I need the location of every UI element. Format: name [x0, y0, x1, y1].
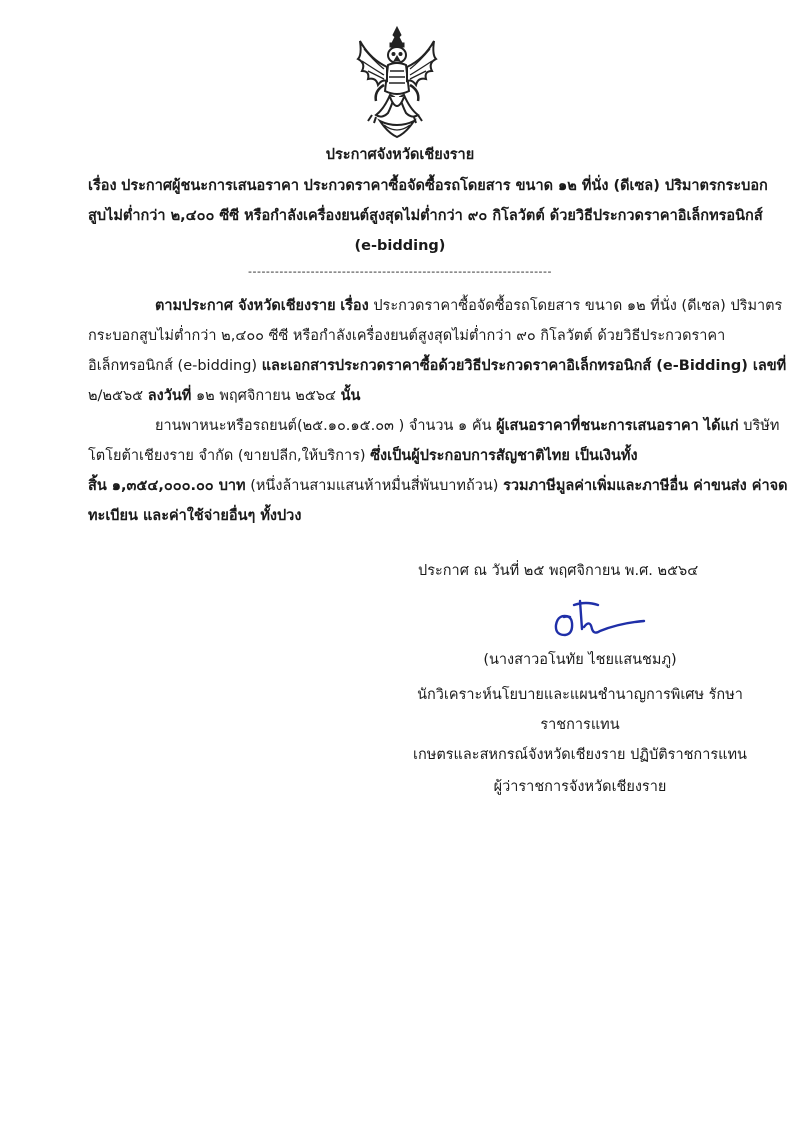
paragraph-1-line-3	[88, 356, 786, 376]
subject-label: เรื่อง	[88, 178, 117, 194]
paragraph-2-line-3	[88, 476, 788, 496]
p1-l3-b: และเอกสารประกวดราคาซื้อด้วยวิธีประกวดราคาอิเล็กทรอนิกส์ (e-Bidding) เลขที่	[261, 358, 787, 374]
p1-l4-d: นั้น	[340, 388, 361, 404]
subject-text-1: ประกวดราคาซื้อจัดซื้อรถโดยสาร ขนาด ๑๒ ที่นั่ง (ดีเซล) ปริมาตรกระบอก	[303, 178, 768, 194]
paragraph-2-line-1	[155, 416, 779, 436]
p1-l4-c: ๑๒ พฤศจิกายน ๒๕๖๔	[195, 388, 337, 404]
p2-l3-a: สิ้น ๑,๓๕๔,๐๐๐.๐๐ บาท	[88, 478, 246, 494]
p2-l1-c: บริษัท	[743, 418, 780, 434]
p1-l4-b: ลงวันที่	[147, 388, 192, 404]
p1-b: เรื่อง	[340, 298, 369, 314]
garuda-emblem-icon	[354, 25, 440, 143]
paragraph-1-line-2: กระบอกสูบไม่ต่ำกว่า ๒,๔๐๐ ซีซี หรือกำลังเครื่องยนต์สูงสุดไม่ต่ำกว่า ๙๐ กิโลวัตต์ ด้วยวิธีประกวดราคา	[88, 328, 726, 344]
handwritten-signature	[540, 595, 650, 645]
paragraph-2-line-4: ทะเบียน และค่าใช้จ่ายอื่นๆ ทั้งปวง	[88, 508, 302, 524]
p2-l2-b: ซึ่งเป็นผู้ประกอบการสัญชาติไทย เป็นเงินทั้ง	[370, 448, 638, 464]
p1-a: ตามประกาศ จังหวัดเชียงราย	[155, 298, 336, 314]
signatory-position-1: นักวิเคราะห์นโยบายและแผนชำนาญการพิเศษ รักษา	[417, 687, 743, 703]
subject-line-3: (e-bidding)	[354, 238, 446, 254]
signatory-position-3: เกษตรและสหกรณ์จังหวัดเชียงราย ปฏิบัติราชการแทน	[413, 747, 747, 763]
subject-line-1	[88, 176, 768, 196]
paragraph-2-line-2	[88, 446, 638, 466]
announce-date: ประกาศ ณ วันที่ ๒๕ พฤศจิกายน พ.ศ. ๒๕๖๔	[418, 563, 699, 579]
p2-l3-c: รวมภาษีมูลค่าเพิ่มและภาษีอื่น ค่าขนส่ง ค่าจด	[503, 478, 788, 494]
p1-l3-a: อิเล็กทรอนิกส์ (e-bidding)	[88, 358, 258, 374]
p2-l3-b: (หนึ่งล้านสามแสนห้าหมื่นสี่พันบาทถ้วน)	[250, 478, 499, 494]
p2-l2-a: โตโยต้าเชียงราย จำกัด (ขายปลีก,ให้บริการ)	[88, 448, 366, 464]
paragraph-1-line-4	[88, 386, 360, 406]
p1-c: ประกวดราคาซื้อจัดซื้อรถโดยสาร ขนาด ๑๒ ที่นั่ง (ดีเซล) ปริมาตร	[373, 298, 783, 314]
subject-line-2: สูบไม่ต่ำกว่า ๒,๔๐๐ ซีซี หรือกำลังเครื่องยนต์สูงสุดไม่ต่ำกว่า ๙๐ กิโลวัตต์ ด้วยวิธีประกวดราคาอิเล็กทรอนิกส์	[88, 208, 763, 224]
signatory-position-2: ราชการแทน	[540, 717, 620, 733]
paragraph-1-line-1	[155, 296, 782, 316]
page-title: ประกาศจังหวัดเชียงราย	[325, 147, 475, 163]
signatory-name: (นางสาวอโนทัย ไชยแสนชมภู)	[483, 652, 677, 668]
divider: --------------------------------------------------------------------	[248, 265, 552, 278]
p2-l1-b: ผู้เสนอราคาที่ชนะการเสนอราคา ได้แก่	[496, 418, 739, 434]
p1-l4-a: ๒/๒๕๖๕	[88, 388, 144, 404]
signatory-position-4: ผู้ว่าราชการจังหวัดเชียงราย	[493, 779, 667, 795]
p2-l1-a: ยานพาหนะหรือรถยนต์(๒๕.๑๐.๑๕.๐๓ ) จำนวน ๑ คัน	[155, 418, 492, 434]
subject-heading: ประกาศผู้ชนะการเสนอราคา	[121, 178, 300, 194]
